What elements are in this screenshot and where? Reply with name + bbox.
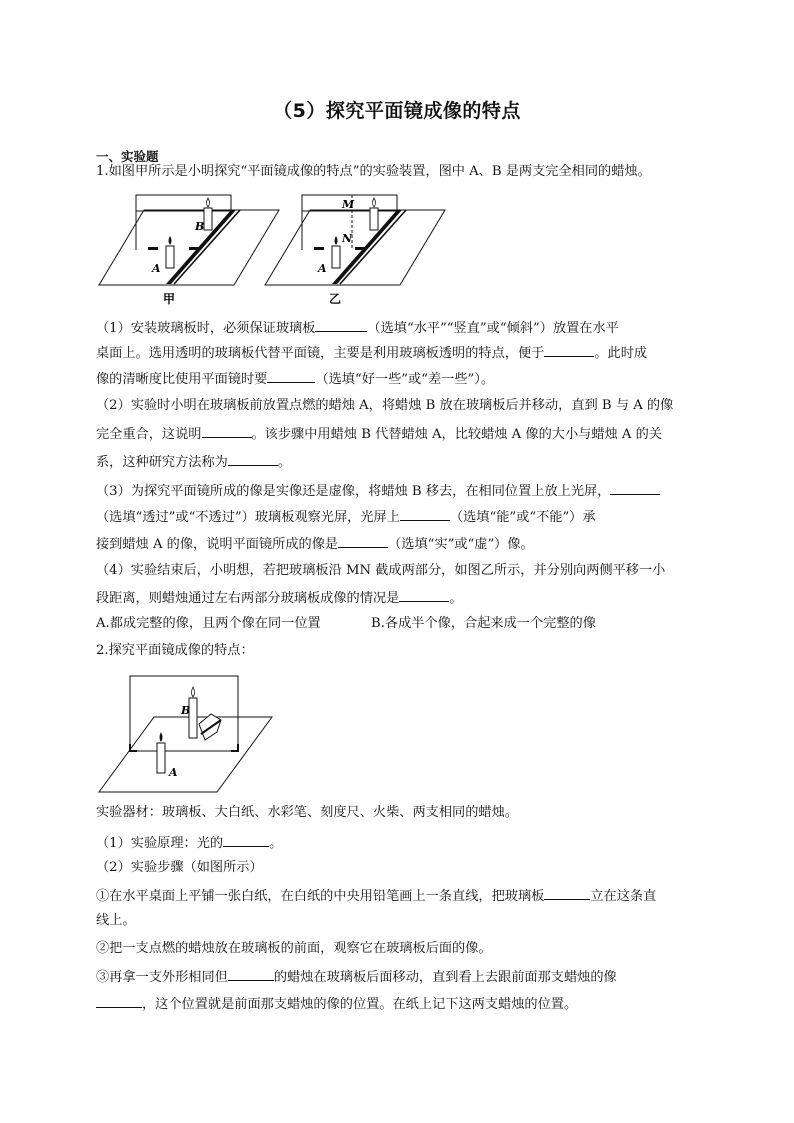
answer-blank[interactable] <box>228 453 278 466</box>
fig-yi-label-n: N <box>342 232 353 245</box>
q2-st1b: 线上。 <box>96 913 136 928</box>
answer-blank[interactable] <box>610 482 660 495</box>
q2-s1 <box>96 834 282 852</box>
answer-blank[interactable] <box>228 968 274 981</box>
q2-s2: （2）实验步骤（如图所示） <box>96 860 263 875</box>
text: （1）实验原理：光的 <box>96 836 224 851</box>
figure-q2 <box>96 668 276 796</box>
q1-stem: 1.如图甲所示是小明探究“平面镜成像的特点”的实验装置，图中 A、B 是两支完全相同的蜡烛。 <box>96 164 651 179</box>
q1-p2: （2）实验时小明在玻璃板前放置点燃的蜡烛 A，将蜡烛 B 放在玻璃板后并移动，直到 B 与 A 的像 <box>96 398 674 413</box>
text: 的蜡烛在玻璃板后面移动，直到看上去跟前面那支蜡烛的像 <box>273 970 617 985</box>
answer-blank[interactable] <box>223 834 269 847</box>
text: 完全重合，这说明 <box>96 427 202 442</box>
text: （选填“透过”或“不透过”）玻璃板观察光屏，光屏上 <box>96 510 400 525</box>
answer-blank[interactable] <box>399 589 449 602</box>
q1-p1 <box>96 319 619 337</box>
text: 立在这条直 <box>590 889 657 904</box>
fig-q2-label-b: B <box>181 704 191 717</box>
text: 。 <box>449 591 463 606</box>
text: 像的清晰度比使用平面镜时要 <box>96 372 268 387</box>
fig-yi-label-m: M <box>342 198 355 211</box>
answer-blank[interactable] <box>400 508 450 521</box>
q1-p1b <box>96 344 647 362</box>
text: 。此时成 <box>594 346 648 361</box>
answer-blank[interactable] <box>338 535 388 548</box>
section-heading: 一、实验题 <box>96 149 159 164</box>
q2-st3b <box>96 995 577 1013</box>
q1-p4b <box>96 589 463 607</box>
answer-blank[interactable] <box>544 344 594 357</box>
q1-p4: （4）实验结束后，小明想，若把玻璃板沿 MN 截成两部分，如图乙所示，并分别向两侧平移一小 <box>96 563 666 578</box>
text: （选填“水平”“竖直”或“倾斜”）放置在水平 <box>367 321 619 336</box>
text: 。 <box>277 455 292 470</box>
text: 段距离，则蜡烛通过左右两部分玻璃板成像的情况是 <box>96 591 400 606</box>
answer-blank[interactable] <box>315 319 367 332</box>
q1-p3 <box>96 482 660 500</box>
text: 接到蜡烛 A 的像，说明平面镜所成的像是 <box>96 537 339 552</box>
answer-blank[interactable] <box>267 370 315 383</box>
q1-option-b: B.各成半个像，合起来成一个完整的像 <box>371 616 596 631</box>
page-title: （5）探究平面镜成像的特点 <box>273 100 521 122</box>
figure-yi <box>262 190 447 308</box>
text: ，这个位置就是前面那支蜡烛的像的位置。在纸上记下这两支蜡烛的位置。 <box>142 997 578 1012</box>
q2-st1 <box>96 887 656 905</box>
text: 。该步骤中用蜡烛 B 代替蜡烛 A，比较蜡烛 A 像的大小与蜡烛 A 的关 <box>251 427 662 442</box>
q1-p1c <box>96 370 494 388</box>
q1-p3b <box>96 508 596 526</box>
text: ③再拿一支外形相同但 <box>96 970 228 985</box>
text: 。 <box>269 836 283 851</box>
q2-materials: 实验器材：玻璃板、大白纸、水彩笔、刻度尺、火柴、两支相同的蜡烛。 <box>96 805 518 820</box>
answer-blank[interactable] <box>544 887 590 900</box>
text: （选填“好一些”或“差一些”）。 <box>315 372 495 387</box>
fig-q2-label-a: A <box>169 766 178 779</box>
q2-stem: 2.探究平面镜成像的特点： <box>96 643 254 658</box>
text: ①在水平桌面上平铺一张白纸，在白纸的中央用铅笔画上一条直线，把玻璃板 <box>96 889 545 904</box>
q2-st2: ②把一支点燃的蜡烛放在玻璃板的前面，观察它在玻璃板后面的像。 <box>96 941 492 956</box>
q1-option-a: A.都成完整的像，且两个像在同一位置 <box>96 616 321 631</box>
text: （1）安装玻璃板时，必须保证玻璃板 <box>96 321 316 336</box>
fig-jia-label-b: B <box>195 220 205 233</box>
text: （选填“能”或“不能”）承 <box>449 510 596 525</box>
fig-jia-caption: 甲 <box>163 292 176 306</box>
text: 系，这种研究方法称为 <box>96 455 228 470</box>
q1-p2b <box>96 425 662 443</box>
text: （3）为探究平面镜所成的像是实像还是虚像，将蜡烛 B 移去，在相同位置上放上光屏， <box>96 484 611 499</box>
q2-st3 <box>96 968 617 986</box>
text: （选填“实”或“虚”）像。 <box>388 537 534 552</box>
q1-p3c <box>96 535 534 553</box>
fig-yi-caption: 乙 <box>329 292 342 306</box>
fig-jia-label-a: A <box>152 262 161 275</box>
answer-blank[interactable] <box>202 425 252 438</box>
q1-p2c <box>96 453 291 471</box>
text: 桌面上。选用透明的玻璃板代替平面镜，主要是利用玻璃板透明的特点，便于 <box>96 346 545 361</box>
answer-blank[interactable] <box>96 995 142 1008</box>
figure-jia <box>96 190 281 308</box>
fig-yi-label-a: A <box>318 262 327 275</box>
